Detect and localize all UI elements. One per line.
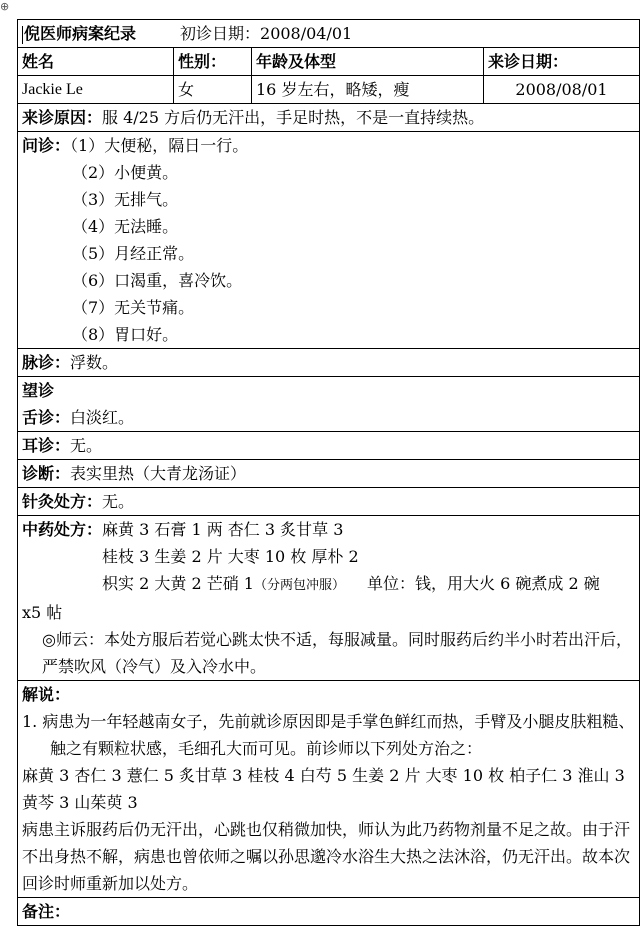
explain-paragraph-2: 麻黄 3 杏仁 3 薏仁 5 炙甘草 3 桂枝 4 白芍 5 生姜 2 片 大枣 10 枚 柏子仁 3 淮山 3 黄芩 3 山茱萸 3 [22,766,625,812]
remarks-row [18,898,640,926]
text-cursor [22,26,23,44]
explain-paragraph-3: 病患主诉服药后仍无汗出，心跳也仅稍微加快，师认为此乃药物剂量不足之故。由于汗不出身热不解，病患也曾依师之嘱以孙思邈冷水浴生大热之法沐浴，仍无汗出。故本次回诊时师重新加以处方。 [22,820,631,893]
tongue-label: 舌诊： [22,408,71,427]
patient-sex: 女 [174,76,252,104]
pulse-text: 浮数。 [70,353,119,372]
tongue-text: 白淡红。 [70,408,135,427]
table-move-handle-icon[interactable]: ⊕ [0,0,10,13]
herbal-line: 桂枝 3 生姜 2 片 大枣 10 枚 厚朴 2 [102,547,359,566]
remarks-label: 备注： [22,902,71,921]
inquiry-item: （6）口渴重，喜冷饮。 [72,271,243,290]
visit-date: 2008/08/01 [484,76,640,104]
herbal-teacher-note: ◎师云：本处方服后若觉心跳太快不适，每服减量。同时服药后约半小时若出汗后，严禁吹风（冷气）及入冷水中。 [42,630,632,676]
explain-label: 解说： [22,685,71,704]
acupuncture-label: 针灸处方： [22,492,103,511]
header-row [18,20,640,48]
herbal-doses: x5 帖 [22,603,63,622]
herbal-line-3 [22,570,635,599]
pulse-row [18,349,640,377]
medical-record-table [17,19,640,926]
herbal-label: 中药处方： [22,520,103,539]
patient-age: 16 岁左右，略矮，瘦 [252,76,484,104]
look-row [18,377,640,432]
ear-text: 无。 [70,436,103,455]
inquiry-label: 问诊： [22,136,71,155]
first-visit-date: 初诊日期：2008/04/01 [180,24,353,43]
reason-text: 服 4/25 方后仍无汗出，手足时热，不是一直持续热。 [102,108,485,127]
col-sex-header: 性别： [174,48,252,76]
explain-paragraph-1: 1. 病患为一年轻越南女子，先前就诊原因即是手掌色鲜红而热，手臂及小腿皮肤粗糙、触之有颗粒状感，毛细孔大而可见。前诊师以下列处方治之： [22,712,635,758]
diagnosis-row [18,460,640,488]
inquiry-item: （2）小便黄。 [72,163,179,182]
herbal-note: （分两包冲服） [253,578,345,593]
reason-row [18,104,640,132]
ear-label: 耳诊： [22,436,71,455]
ear-row [18,432,640,460]
pulse-label: 脉诊： [22,353,71,372]
herbal-line: 枳实 2 大黄 2 芒硝 1 [102,574,254,593]
acupuncture-row [18,488,640,516]
inquiry-row [18,132,640,349]
herbal-row [18,516,640,681]
diagnosis-text: 表实里热（大青龙汤证） [70,464,247,483]
inquiry-item: （4）无法睡。 [72,217,179,236]
col-visit-header: 来诊日期： [484,48,640,76]
inquiry-item: （1）大便秘，隔日一行。 [70,136,249,155]
col-age-header: 年龄及体型 [252,48,484,76]
reason-label: 来诊原因： [22,108,103,127]
inquiry-item: （7）无关节痛。 [72,298,195,317]
diagnosis-label: 诊断： [22,464,71,483]
col-name-header: 姓名 [18,48,174,76]
inquiry-item: （3）无排气。 [72,190,179,209]
explain-row [18,681,640,898]
record-title: 倪医师病案纪录 [24,24,137,43]
acupuncture-text: 无。 [102,492,135,511]
look-label: 望诊 [22,381,55,400]
patient-name: Jackie Le [18,76,174,104]
herbal-line: 麻黄 3 石膏 1 两 杏仁 3 炙甘草 3 [102,520,344,539]
herbal-units: 单位：钱，用大火 6 碗煮成 2 碗 [367,574,600,593]
inquiry-item: （5）月经正常。 [72,244,195,263]
inquiry-item: （8）胃口好。 [72,325,179,344]
